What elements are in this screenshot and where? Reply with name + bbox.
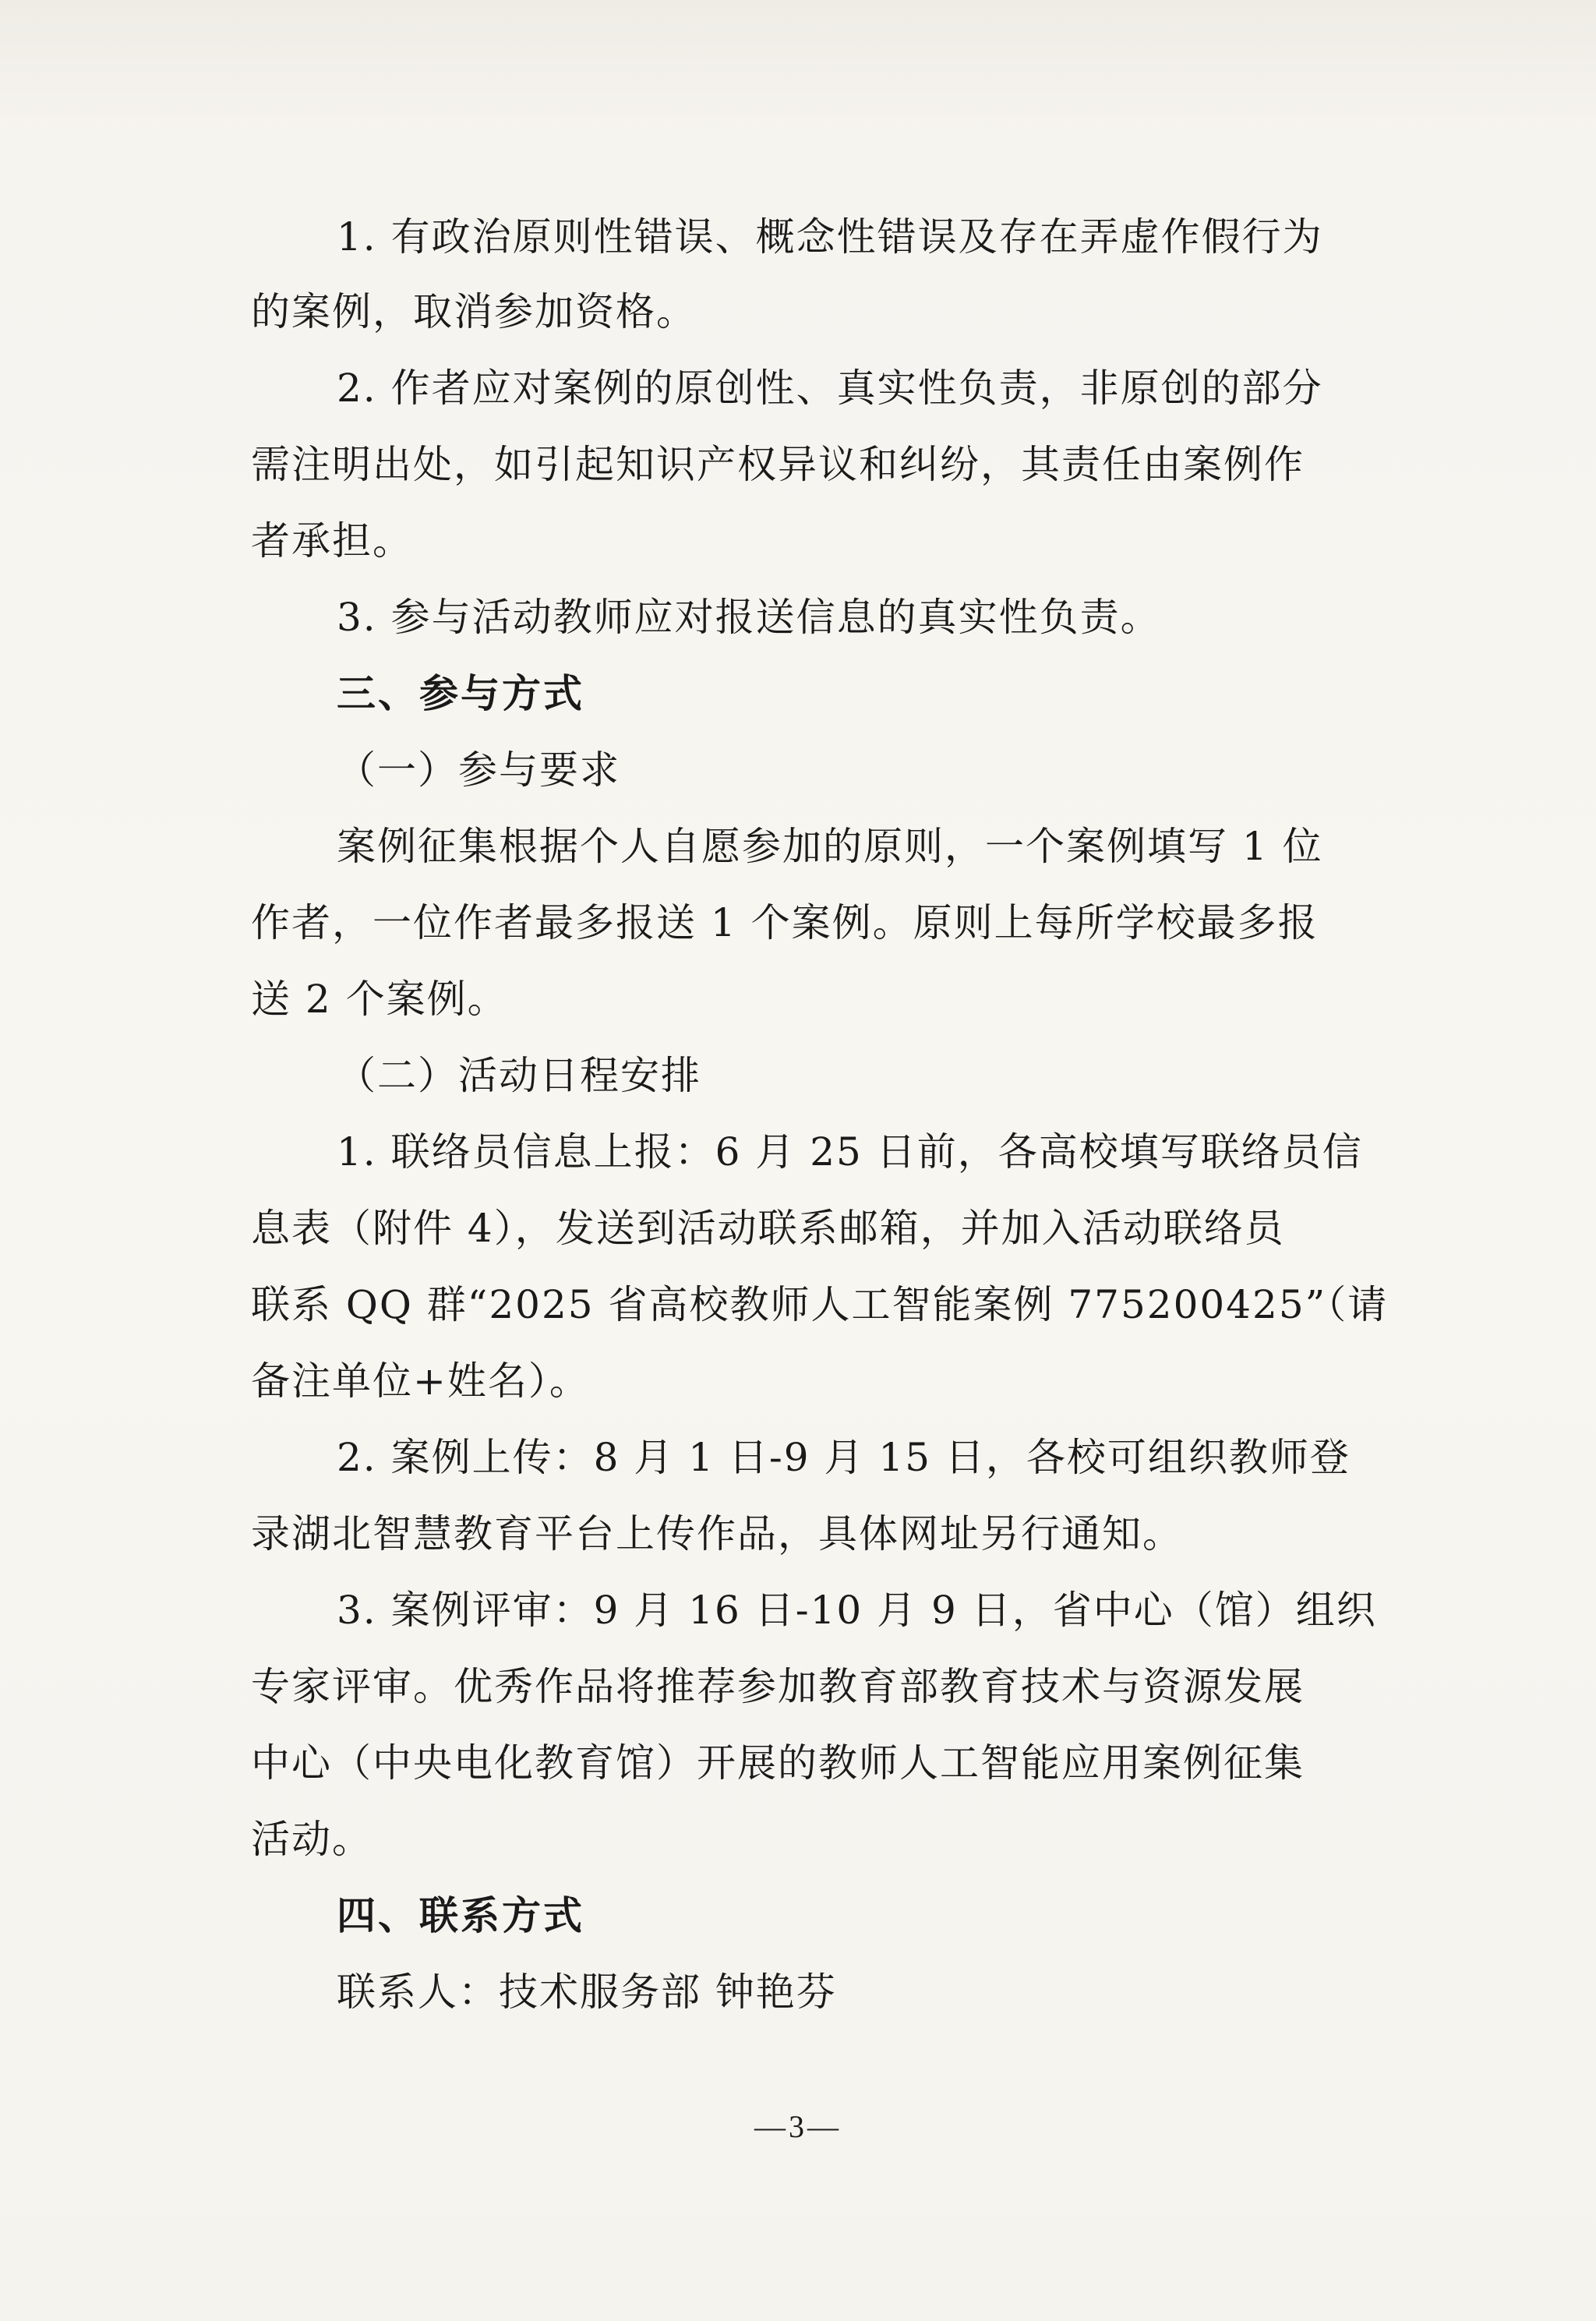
paragraph-line: 中心（中央电化教育馆）开展的教师人工智能应用案例征集: [251, 1740, 1305, 1786]
paragraph-line: 联系 QQ 群“2025 省高校教师人工智能案例 775200425”（请: [251, 1282, 1389, 1327]
paragraph-line: 1. 联络员信息上报：6 月 25 日前，各高校填写联络员信: [337, 1129, 1363, 1175]
paragraph-line: 3. 案例评审：9 月 16 日-10 月 9 日，省中心（馆）组织: [337, 1588, 1377, 1633]
subsection-heading: （二）活动日程安排: [337, 1053, 701, 1098]
paragraph-line: 案例征集根据个人自愿参加的原则，一个案例填写 1 位: [337, 824, 1323, 869]
paragraph-line: 2. 案例上传：8 月 1 日-9 月 15 日，各校可组织教师登: [337, 1435, 1351, 1480]
paragraph-line: 录湖北智慧教育平台上传作品，具体网址另行通知。: [251, 1511, 1183, 1556]
paragraph-line: 息表（附件 4），发送到活动联系邮箱，并加入活动联络员: [251, 1206, 1285, 1251]
paragraph-line: 3. 参与活动教师应对报送信息的真实性负责。: [337, 595, 1161, 640]
paragraph-line: 需注明出处，如引起知识产权异议和纠纷，其责任由案例作: [251, 442, 1305, 487]
paragraph-line: 送 2 个案例。: [251, 977, 508, 1022]
paragraph-line: 者承担。: [251, 518, 413, 563]
paragraph-line: 作者，一位作者最多报送 1 个案例。原则上每所学校最多报: [251, 900, 1319, 945]
paragraph-line: 备注单位+姓名）。: [251, 1358, 590, 1404]
contact-line: 联系人：技术服务部 钟艳芬: [337, 1969, 837, 2015]
section-heading: 三、参与方式: [337, 671, 584, 716]
paragraph-line: 专家评审。优秀作品将推荐参加教育部教育技术与资源发展: [251, 1664, 1305, 1709]
paragraph-line: 2. 作者应对案例的原创性、真实性负责，非原创的部分: [337, 366, 1323, 411]
paragraph-line: 1. 有政治原则性错误、概念性错误及存在弄虚作假行为: [337, 214, 1323, 260]
section-heading: 四、联系方式: [337, 1893, 584, 1938]
subsection-heading: （一）参与要求: [337, 747, 620, 793]
paragraph-line: 的案例，取消参加资格。: [251, 289, 697, 334]
page-number: —3—: [754, 2109, 842, 2144]
paragraph-line: 活动。: [251, 1817, 373, 1862]
